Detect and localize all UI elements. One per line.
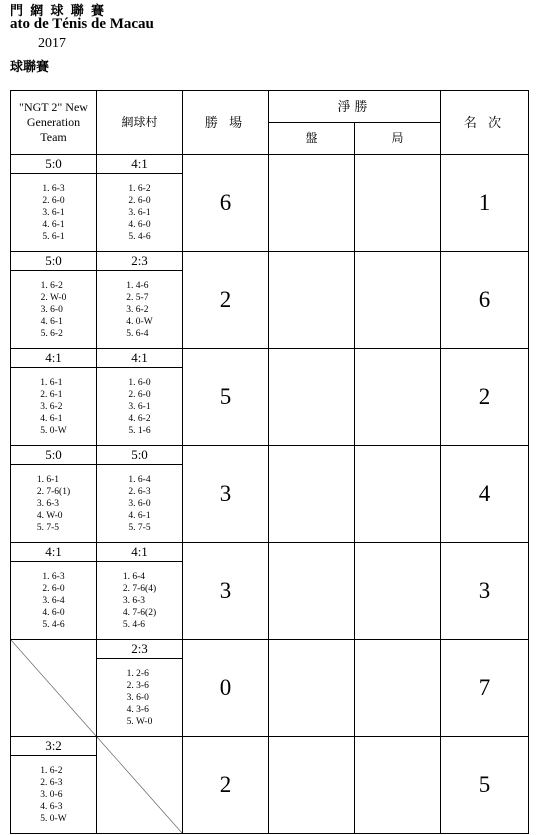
team2-result-cell — [97, 349, 183, 446]
set-score: 2. 6-1 — [40, 389, 63, 400]
set-score-list — [40, 377, 66, 437]
table-row — [11, 737, 529, 834]
match-score: 5:0 — [11, 446, 96, 465]
net-games-value — [355, 640, 441, 737]
set-score: 1. 2-6 — [126, 668, 149, 679]
set-score: 5. 7-5 — [128, 522, 151, 533]
match-score: 5:0 — [11, 252, 96, 271]
match-score: 2:3 — [97, 640, 182, 659]
set-score: 2. 6-3 — [128, 486, 151, 497]
table-row — [11, 252, 529, 349]
wins-value: 2 — [183, 252, 269, 349]
team1-result-cell — [11, 737, 97, 834]
set-score-list — [123, 571, 156, 631]
rank-value: 1 — [441, 155, 529, 252]
table-row — [11, 349, 529, 446]
set-score: 3. 6-1 — [128, 207, 151, 218]
set-score: 3. 6-2 — [40, 401, 63, 412]
team2-result-cell — [97, 737, 183, 834]
set-score: 4. 7-6(2) — [122, 607, 157, 618]
match-score: 3:2 — [11, 737, 96, 756]
match-score: 4:1 — [97, 543, 182, 562]
set-score: 4. 6-1 — [40, 413, 63, 424]
set-score: 2. 6-3 — [40, 777, 63, 788]
set-score: 4. 6-1 — [42, 219, 65, 230]
set-score: 1. 6-3 — [42, 183, 65, 194]
header-year: 2017 — [38, 36, 66, 51]
set-score: 5. 4-6 — [42, 619, 65, 630]
team2-result-cell — [97, 640, 183, 737]
set-score: 1. 6-4 — [122, 571, 146, 582]
empty-diagonal-cell — [97, 737, 182, 833]
set-score-list — [127, 668, 153, 728]
set-score: 5. 6-2 — [40, 328, 63, 339]
wins-value: 3 — [183, 446, 269, 543]
set-score: 4. 6-2 — [128, 413, 151, 424]
team2-result-cell — [97, 446, 183, 543]
rank-value: 6 — [441, 252, 529, 349]
match-score: 5:0 — [11, 155, 96, 174]
set-score-list — [128, 377, 150, 437]
team1-result-cell — [11, 543, 97, 640]
team2-result-cell — [97, 155, 183, 252]
set-score: 5. 7-5 — [36, 522, 60, 533]
net-games-value — [355, 446, 441, 543]
wins-value: 3 — [183, 543, 269, 640]
net-sets-value — [269, 155, 355, 252]
set-score-list — [42, 571, 64, 631]
match-score: 5:0 — [97, 446, 182, 465]
header-chinese-title: 門 網 球 聯 賽 — [10, 3, 107, 18]
set-score: 3. 0-6 — [40, 789, 63, 800]
set-score: 2. 6-0 — [128, 389, 151, 400]
team1-result-cell — [11, 349, 97, 446]
set-score: 5. 6-1 — [42, 231, 65, 242]
header-portuguese-title: ato de Ténis de Macau — [10, 16, 154, 32]
set-score: 1. 6-4 — [128, 474, 151, 485]
set-score: 5. 0-W — [40, 425, 67, 436]
rank-value: 5 — [441, 737, 529, 834]
col-header-wins: 勝 場 — [183, 91, 269, 155]
wins-value: 6 — [183, 155, 269, 252]
set-score: 4. 6-1 — [128, 510, 151, 521]
team1-result-cell — [11, 446, 97, 543]
set-score: 4. 6-0 — [128, 219, 151, 230]
set-score: 4. W-0 — [36, 510, 63, 521]
set-score-list — [41, 280, 67, 340]
set-score: 3. 6-3 — [36, 498, 60, 509]
net-games-value — [355, 543, 441, 640]
set-score-list — [126, 280, 152, 340]
set-score: 5. 4-6 — [128, 231, 151, 242]
set-score: 2. W-0 — [40, 292, 67, 303]
rank-value: 2 — [441, 349, 529, 446]
team1-result-cell — [11, 252, 97, 349]
rank-value: 7 — [441, 640, 529, 737]
table-row — [11, 543, 529, 640]
set-score: 5. 0-W — [40, 813, 67, 824]
team2-result-cell — [97, 543, 183, 640]
col-header-rank: 名 次 — [441, 91, 529, 155]
net-games-value — [355, 737, 441, 834]
set-score: 2. 6-0 — [42, 195, 65, 206]
header-league-label: 球聯賽 — [10, 59, 50, 74]
rank-value: 4 — [441, 446, 529, 543]
set-score: 1. 6-3 — [42, 571, 65, 582]
match-score: 4:1 — [11, 349, 96, 368]
wins-value: 5 — [183, 349, 269, 446]
set-score: 3. 6-2 — [126, 304, 149, 315]
net-games-value — [355, 155, 441, 252]
set-score: 2. 6-0 — [128, 195, 151, 206]
col-header-team2: 網球村 — [97, 91, 183, 155]
set-score: 3. 6-1 — [42, 207, 65, 218]
wins-value: 2 — [183, 737, 269, 834]
net-sets-value — [269, 640, 355, 737]
team1-result-cell — [11, 640, 97, 737]
match-score: 2:3 — [97, 252, 182, 271]
set-score: 1. 6-1 — [40, 377, 63, 388]
match-score: 4:1 — [11, 543, 96, 562]
results-table — [10, 90, 529, 834]
set-score: 5. 4-6 — [122, 619, 146, 630]
set-score: 1. 4-6 — [126, 280, 149, 291]
set-score: 3. 6-0 — [40, 304, 63, 315]
set-score-list — [128, 183, 150, 243]
net-sets-value — [269, 446, 355, 543]
set-score: 2. 5-7 — [126, 292, 149, 303]
set-score: 3. 6-1 — [128, 401, 151, 412]
set-score: 4. 6-3 — [40, 801, 63, 812]
set-score: 2. 7-6(1) — [36, 486, 71, 497]
table-row — [11, 446, 529, 543]
set-score: 1. 6-2 — [128, 183, 151, 194]
net-sets-value — [269, 252, 355, 349]
set-score: 3. 6-3 — [122, 595, 146, 606]
net-sets-value — [269, 737, 355, 834]
set-score-list — [40, 765, 66, 825]
results-body — [11, 155, 529, 834]
set-score-list — [42, 183, 64, 243]
set-score: 4. 6-1 — [40, 316, 63, 327]
set-score: 3. 6-4 — [42, 595, 65, 606]
diagonal-line — [97, 737, 182, 833]
set-score: 2. 7-6(4) — [122, 583, 157, 594]
set-score: 2. 3-6 — [126, 680, 149, 691]
match-score: 4:1 — [97, 349, 182, 368]
rank-value: 3 — [441, 543, 529, 640]
empty-diagonal-cell — [11, 640, 96, 736]
set-score: 1. 6-0 — [128, 377, 151, 388]
team1-result-cell — [11, 155, 97, 252]
set-score: 5. 6-4 — [126, 328, 149, 339]
set-score: 5. 1-6 — [128, 425, 151, 436]
col-header-team1: "NGT 2" New Generation Team — [11, 91, 97, 155]
set-score: 5. W-0 — [126, 716, 153, 727]
set-score: 4. 0-W — [126, 316, 153, 327]
team2-result-cell — [97, 252, 183, 349]
set-score: 3. 6-0 — [126, 692, 149, 703]
table-row — [11, 640, 529, 737]
set-score: 4. 6-0 — [42, 607, 65, 618]
net-games-value — [355, 349, 441, 446]
set-score-list — [128, 474, 150, 534]
set-score: 2. 6-0 — [42, 583, 65, 594]
col-header-net-games: 局 — [355, 123, 441, 155]
diagonal-line — [11, 640, 96, 736]
col-header-net: 淨勝 — [269, 91, 441, 123]
set-score: 1. 6-1 — [36, 474, 60, 485]
set-score: 1. 6-2 — [40, 280, 63, 291]
net-sets-value — [269, 349, 355, 446]
col-header-net-sets: 盤 — [269, 123, 355, 155]
set-score-list — [37, 474, 70, 534]
table-row — [11, 155, 529, 252]
net-sets-value — [269, 543, 355, 640]
set-score: 1. 6-2 — [40, 765, 63, 776]
set-score: 3. 6-0 — [128, 498, 151, 509]
match-score: 4:1 — [97, 155, 182, 174]
set-score: 4. 3-6 — [126, 704, 149, 715]
net-games-value — [355, 252, 441, 349]
wins-value: 0 — [183, 640, 269, 737]
